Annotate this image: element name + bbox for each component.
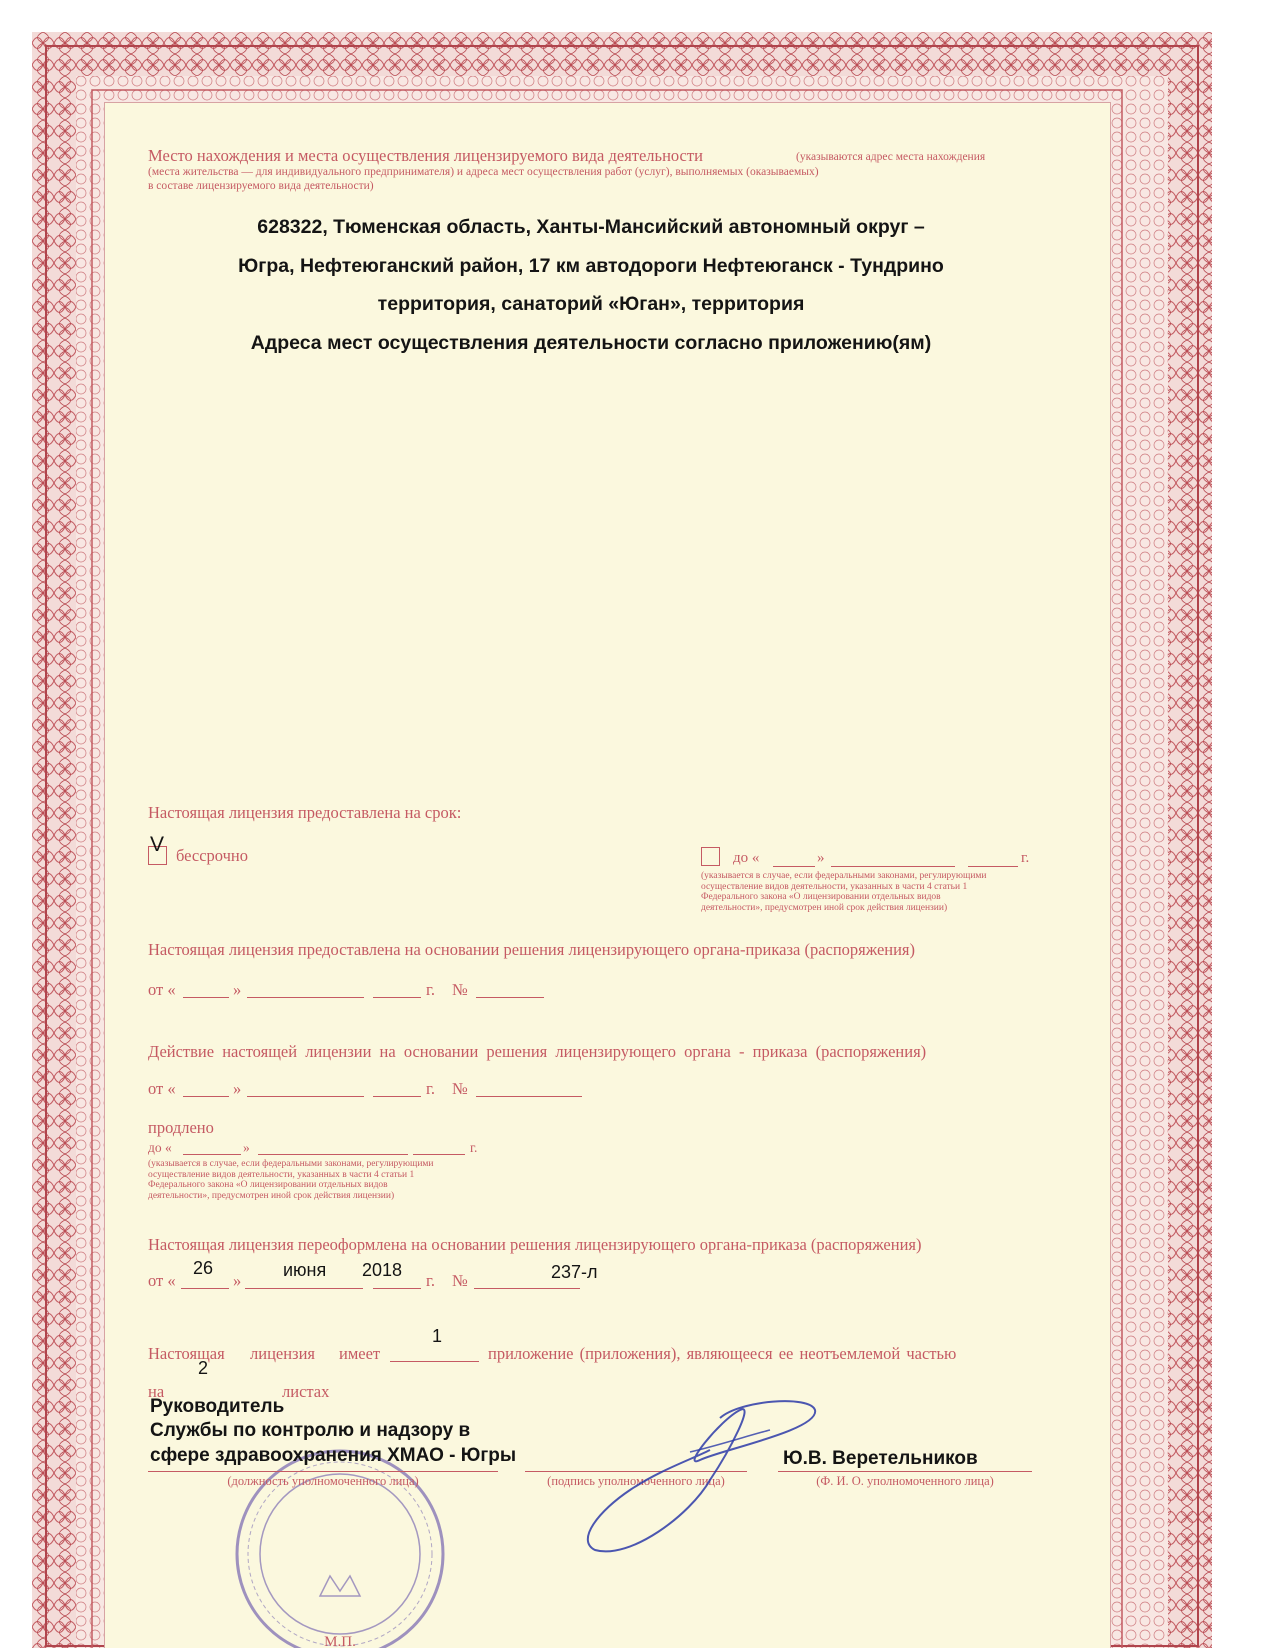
reissue-from-prefix: от « [148,1271,176,1290]
address-line-2: Югра, Нефтеюганский район, 17 км автодороги Нефтеюганск - Тундрино [238,255,944,277]
reissue-number: 237-л [551,1262,598,1282]
appendix-sheets-count: 2 [198,1358,209,1378]
term-until-close: » [817,850,825,866]
reissue-day: 26 [193,1258,214,1278]
appendix-text-3: имеет [339,1344,381,1363]
extended-label: продлено [148,1118,214,1137]
indefinite-label: бессрочно [176,846,249,865]
stamp-place-label: М.П. [324,1634,356,1648]
position-line-3: сфере здравоохранения ХМАО - Югры [150,1445,517,1466]
basis-heading: Настоящая лицензия предоставлена на основании решения лицензирующего органа-приказа (распоряжения) [148,940,916,959]
position-line-1: Руководитель [150,1396,285,1417]
location-note-2: (места жительства — для индивидуального предпринимателя) и адреса мест осуществления работ (услуг), выполняемых (оказываемых) [148,166,819,178]
appendix-text-4: приложение (приложения), являющееся ее неотъемлемой частью [488,1344,957,1363]
extension-until-suffix: г. [470,1140,478,1155]
name-caption: (Ф. И. О. уполномоченного лица) [816,1474,994,1488]
official-stamp [225,1436,455,1648]
location-note-1: (указываются адрес места нахождения [796,151,986,163]
extension-close-quote: » [233,1079,242,1098]
extension-year-suffix: г. [426,1079,436,1098]
reissue-month: июня [283,1260,327,1280]
signature-caption: (подпись уполномоченного лица) [547,1474,725,1488]
appendix-text-2: лицензия [250,1344,315,1363]
term-until-prefix: до « [733,850,760,866]
term-until-suffix: г. [1021,850,1030,866]
reissue-number-sign: № [452,1271,468,1290]
extension-until-close: » [243,1140,250,1155]
reissue-year: 2018 [362,1260,403,1280]
basis-close-quote: » [233,980,242,999]
basis-from-prefix: от « [148,980,176,999]
location-note-3: в составе лицензируемого вида деятельности) [148,180,374,192]
term-heading: Настоящая лицензия предоставлена на срок: [148,803,462,822]
position-line-2: Службы по контролю и надзору в [150,1420,471,1441]
location-heading: Место нахождения и места осуществления лицензируемого вида деятельности [148,146,703,165]
appendix-sheets-label: листах [282,1382,330,1401]
extension-number-sign: № [452,1079,468,1098]
official-name: Ю.В. Веретельников [783,1448,978,1469]
appendix-count: 1 [432,1326,443,1346]
appendix-text-1: Настоящая [148,1344,225,1363]
address-line-1: 628322, Тюменская область, Ханты-Мансийский автономный округ – [257,216,925,238]
reissue-heading: Настоящая лицензия переоформлена на основании решения лицензирующего органа-приказа (распоряжения) [148,1235,922,1254]
position-caption: (должность уполномоченного лица) [227,1474,419,1488]
extension-heading: Действие настоящей лицензии на основании решения лицензирующего органа - приказа (распоряжения) [148,1042,927,1061]
reissue-close-quote: » [233,1271,242,1290]
extension-until-prefix: до « [148,1140,172,1155]
extension-from-prefix: от « [148,1079,176,1098]
address-line-4: Адреса мест осуществления деятельности согласно приложению(ям) [250,332,932,354]
address-line-3: территория, санаторий «Юган», территория [377,293,805,315]
term-until-note: (указывается в случае, если федеральными законами, регулирующими осуществление видов деятельности, указанных в части 4 статьи 1 Федерального закона «О лицензировании отдельных видов деятельности», предусмотрен иной срок действия лицензии) [701,871,987,913]
basis-year-suffix: г. [426,980,436,999]
reissue-year-suffix: г. [426,1271,436,1290]
extension-note: (указывается в случае, если федеральными законами, регулирующими осуществление видов деятельности, указанных в части 4 статьи 1 Федерального закона «О лицензировании отдельных видов деятельности», предусмотрен иной срок действия лицензии) [148,1159,434,1201]
until-checkbox[interactable] [701,847,720,866]
basis-number-sign: № [452,980,468,999]
appendix-on-label: на [148,1382,165,1401]
check-mark: V [150,833,165,856]
